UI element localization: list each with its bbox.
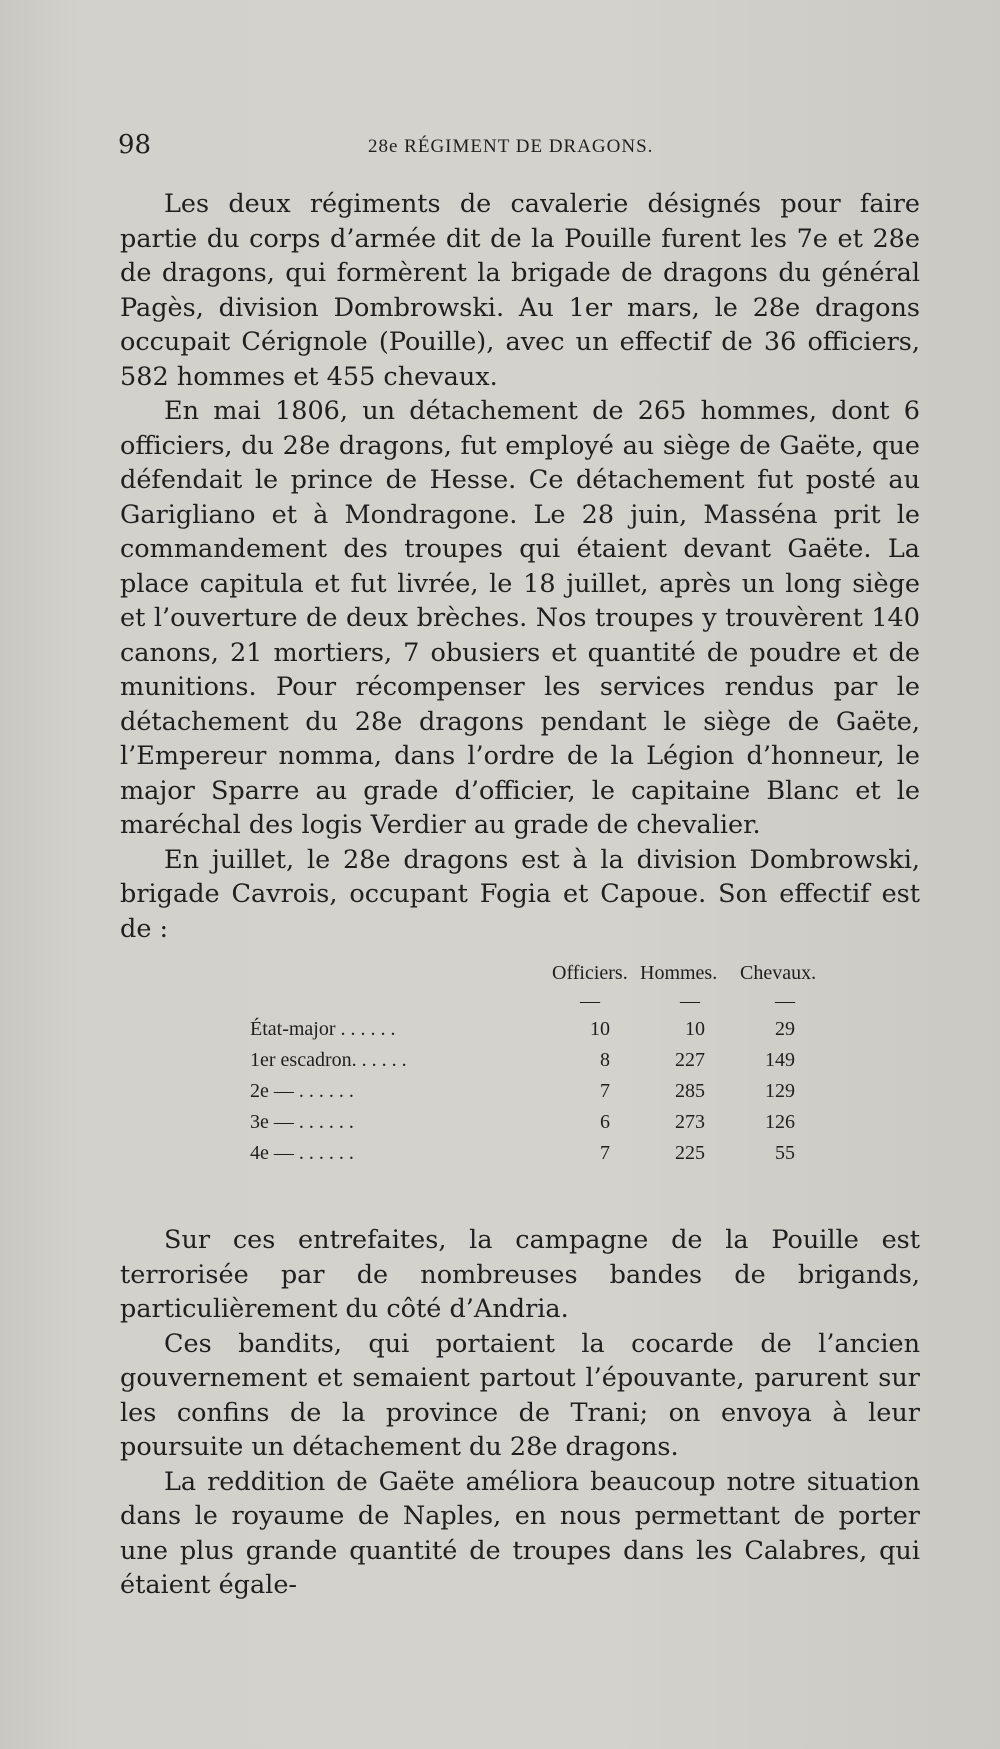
column-header-hommes: Hommes.: [640, 962, 718, 984]
cell-hommes: 227: [675, 1049, 705, 1071]
cell-chevaux: 149: [765, 1049, 795, 1071]
cell-hommes: 285: [675, 1080, 705, 1102]
row-label: 1er escadron. . . . . .: [250, 1049, 407, 1071]
row-label: État-major . . . . . .: [250, 1018, 396, 1040]
table-header: [250, 962, 850, 1018]
cell-chevaux: 29: [775, 1018, 795, 1040]
running-head: 28e RÉGIMENT DE DRAGONS.: [368, 136, 654, 157]
cell-chevaux: 129: [765, 1080, 795, 1102]
text-block-top: [120, 187, 920, 946]
row-label: 4e — . . . . . .: [250, 1142, 354, 1164]
page-header: [118, 130, 918, 170]
text-block-bottom: [120, 1223, 920, 1603]
paragraph: Les deux régiments de cavalerie désignés pour faire partie du corps d’armée dit de la Pouille furent les 7e et 28e de dragons, qui formèrent la brigade de dragons du général Pagès, division Dombrowski. Au 1er mars, le 28e dragons occupait Cérignole (Pouille), avec un effectif de 36 officiers, 582 hommes et 455 chevaux.: [120, 189, 920, 392]
column-header-chevaux: Chevaux.: [740, 962, 817, 984]
cell-officiers: 6: [600, 1111, 610, 1133]
paragraph: Sur ces entrefaites, la campagne de la Pouille est terrorisée par de nombreuses bandes de brigands, particulièrement du côté d’Andria.: [120, 1225, 920, 1324]
paragraph: Ces bandits, qui portaient la cocarde de l’ancien gouvernement et semaient partout l’épouvante, parurent sur les confins de la province de Trani; on envoya à leur poursuite un détachement du 28e dragons.: [120, 1328, 920, 1462]
cell-officiers: 7: [600, 1080, 610, 1102]
column-dash: —: [775, 990, 795, 1012]
cell-officiers: 10: [590, 1018, 610, 1040]
column-dash: —: [580, 990, 600, 1012]
table-row: [250, 1018, 850, 1049]
cell-hommes: 225: [675, 1142, 705, 1164]
page-number: 98: [118, 130, 152, 160]
cell-officiers: 7: [600, 1142, 610, 1164]
cell-chevaux: 55: [775, 1142, 795, 1164]
cell-hommes: 10: [685, 1018, 705, 1040]
column-dash: —: [680, 990, 700, 1012]
paragraph: En juillet, le 28e dragons est à la division Dombrowski, brigade Cavrois, occupant Fogia et Capoue. Son effectif est de :: [120, 844, 920, 944]
row-label: 3e — . . . . . .: [250, 1111, 354, 1133]
cell-chevaux: 126: [765, 1111, 795, 1133]
paragraph: La reddition de Gaëte améliora beaucoup notre situation dans le royaume de Naples, en nous permettant de porter une plus grande quantité de troupes dans les Calabres, qui étaient égale-: [120, 1466, 920, 1600]
table-row: [250, 1111, 850, 1142]
table-row: [250, 1080, 850, 1111]
cell-hommes: 273: [675, 1111, 705, 1133]
row-label: 2e — . . . . . .: [250, 1080, 354, 1102]
paragraph: En mai 1806, un détachement de 265 hommes, dont 6 officiers, du 28e dragons, fut employé au siège de Gaëte, que défendait le prince de Hesse. Ce détachement fut posté au Garigliano et à Mondragone. Le 28 juin, Masséna prit le commandement des troupes qui étaient devant Gaëte. La place capitula et fut livrée, le 18 juillet, après un long siège et l’ouverture de deux brèches. Nos troupes y trouvèrent 140 canons, 21 mortiers, 7 obusiers et quantité de poudre et de munitions. Pour récompenser les services rendus par le détachement du 28e dragons pendant le siège de Gaëte, l’Empereur nomma, dans l’ordre de la Légion d’honneur, le major Sparre au grade d’officier, le capitaine Blanc et le maréchal des logis Verdier au grade de chevalier.: [120, 396, 920, 840]
column-header-officiers: Officiers.: [552, 962, 628, 984]
cell-officiers: 8: [600, 1049, 610, 1071]
table-row: [250, 1049, 850, 1080]
effectif-table: [250, 962, 850, 1173]
table-row: [250, 1142, 850, 1173]
